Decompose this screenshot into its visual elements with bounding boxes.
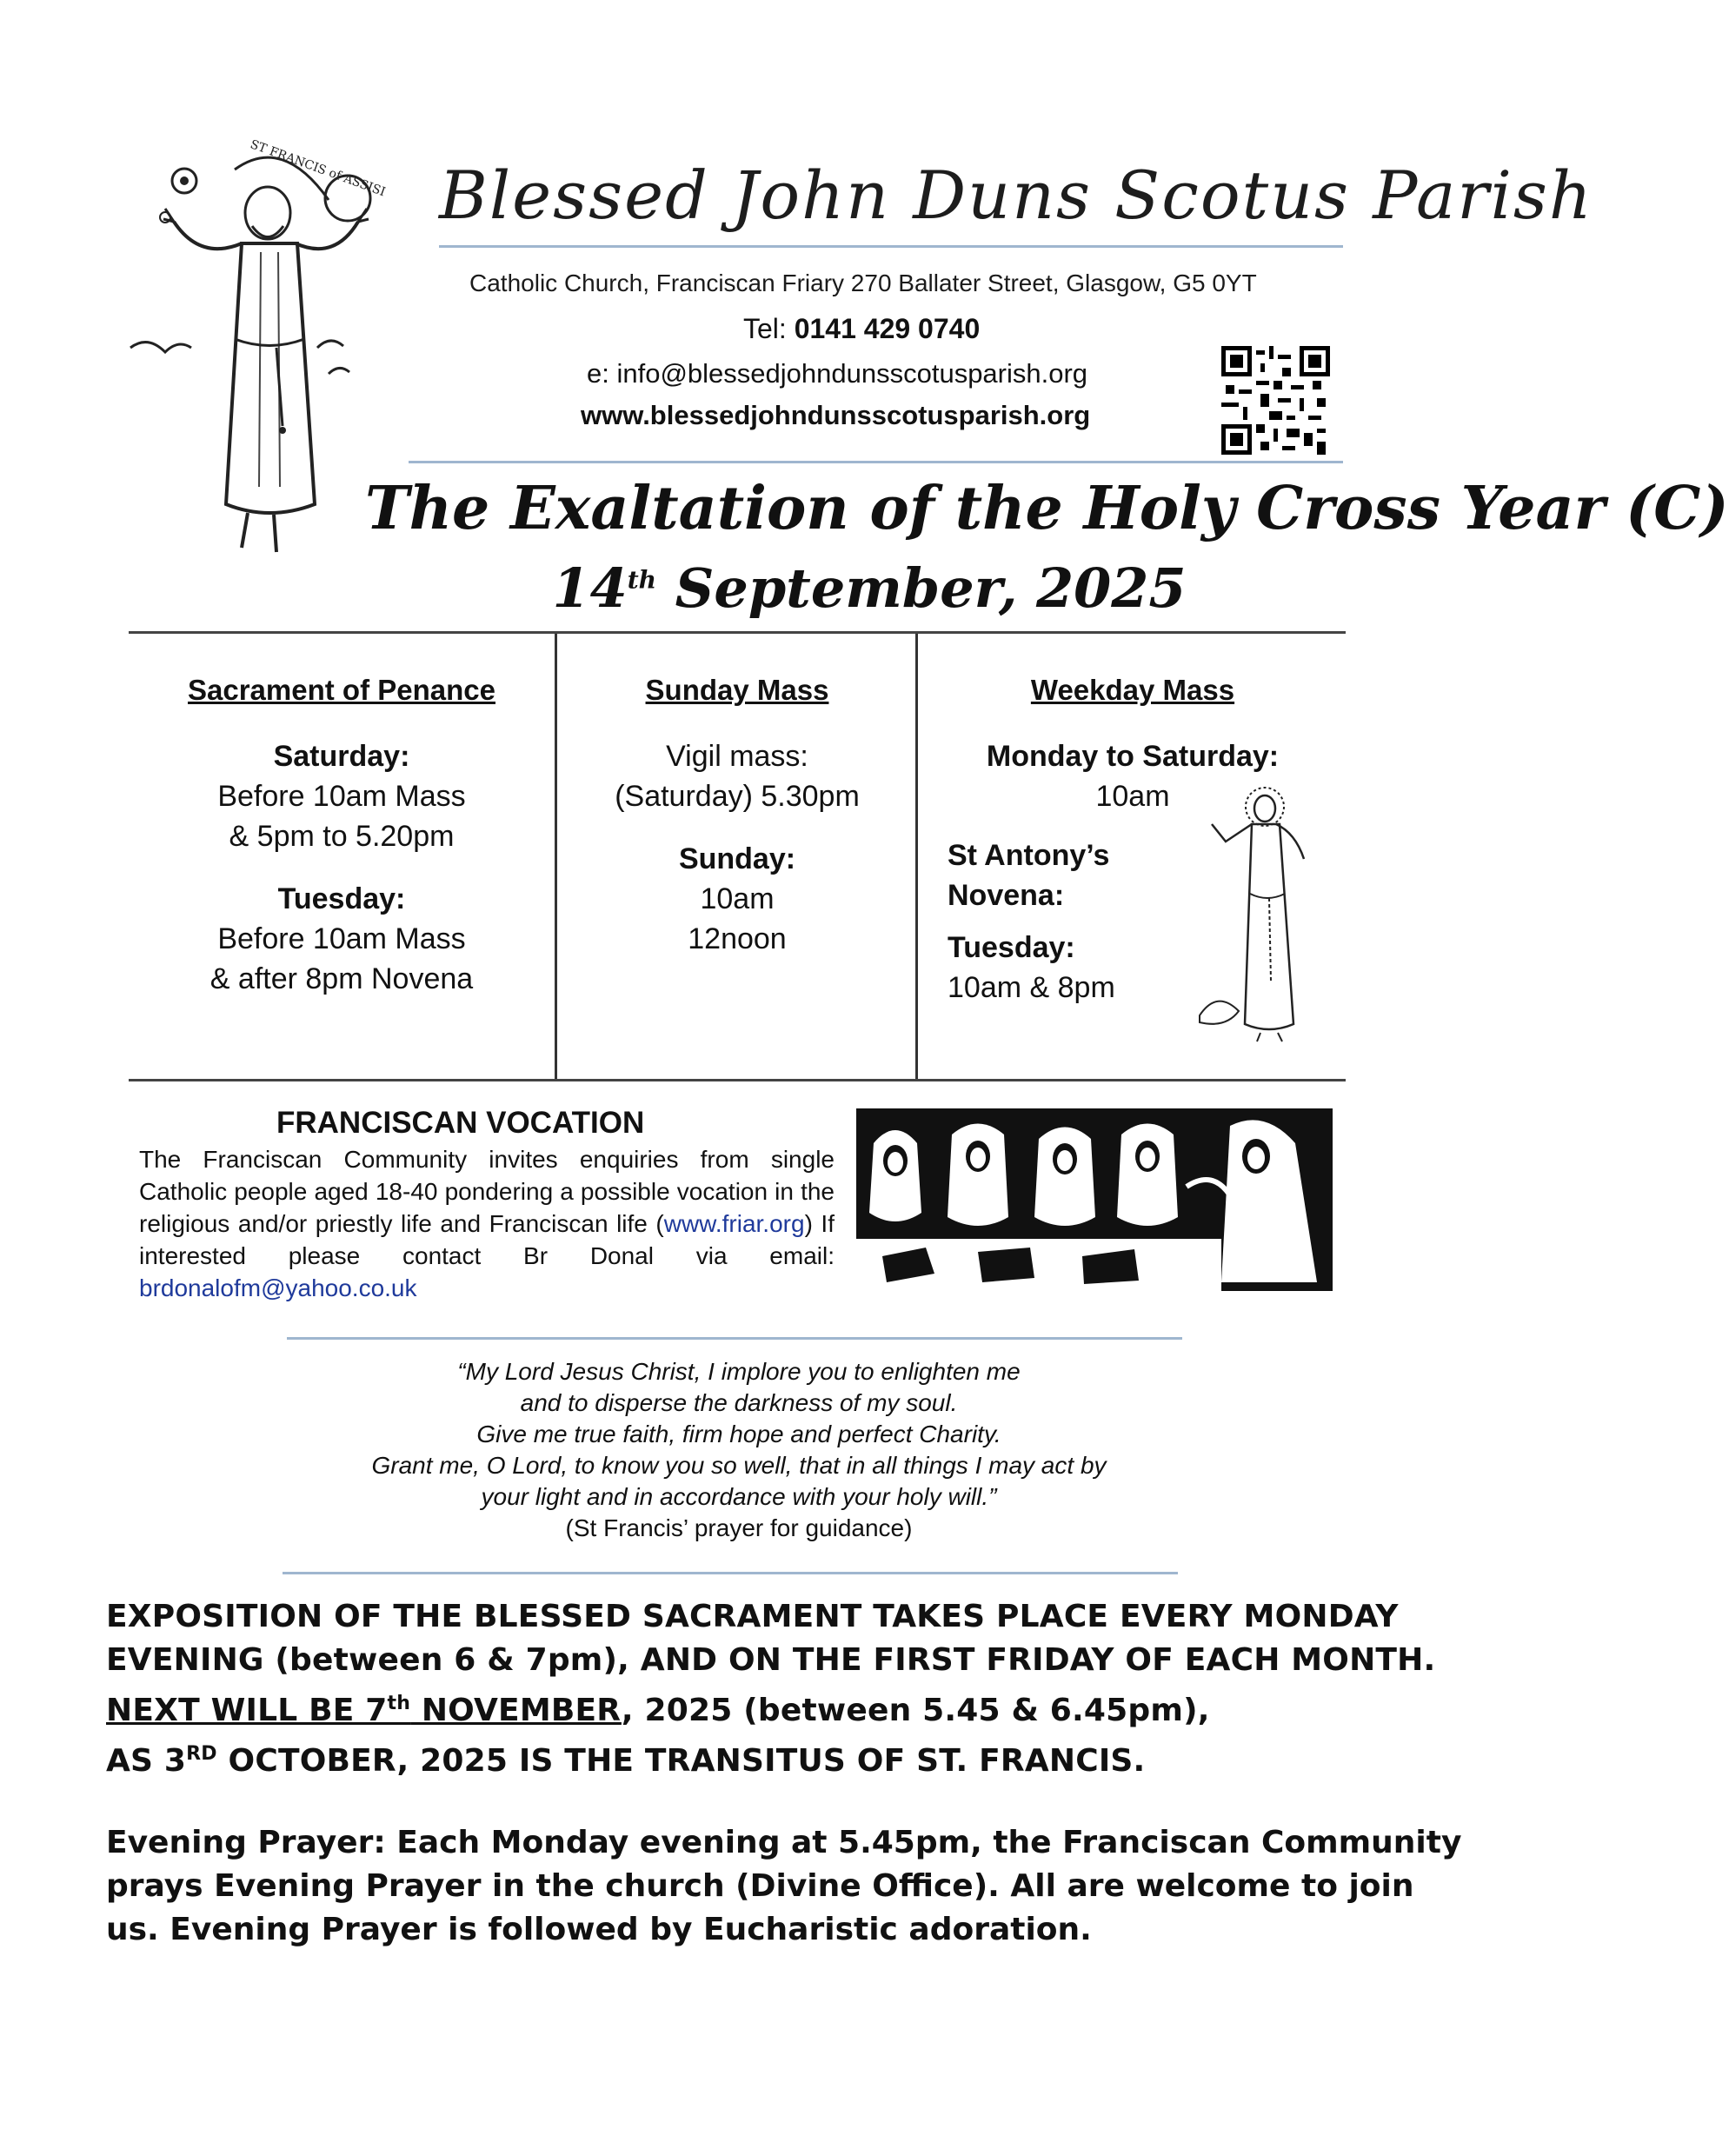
penance-day2-line2: & after 8pm Novena: [209, 962, 474, 995]
prayer-line: your light and in accordance with your holy will.”: [481, 1483, 997, 1510]
prayer-top-divider: [287, 1337, 1182, 1340]
next-date-sup: th: [387, 1693, 411, 1714]
st-antony-illustration: [1200, 781, 1330, 1041]
vocation-title: FRANCISCAN VOCATION: [276, 1106, 645, 1140]
prayer-line: “My Lord Jesus Christ, I implore you to enlighten me: [457, 1358, 1021, 1385]
st-francis-illustration: [130, 137, 388, 591]
friars-illustration: [856, 1108, 1333, 1291]
column-divider: [915, 634, 918, 1079]
weekday-mass-heading: Weekday Mass: [1030, 674, 1235, 706]
transitus-rest: OCTOBER, 2025 IS THE TRANSITUS OF ST. FRANCIS.: [216, 1743, 1146, 1779]
penance-day1: Saturday:: [273, 740, 410, 773]
feast-day-suffix: th: [627, 565, 657, 595]
prayer-bottom-divider: [283, 1572, 1178, 1574]
friar-website-link[interactable]: www.friar.org: [663, 1210, 805, 1237]
novena-time: 10am & 8pm: [948, 971, 1115, 1004]
parish-name: Blessed John Duns Scotus Parish: [439, 156, 1593, 234]
novena-line1: St Antony’s: [948, 839, 1110, 872]
vocation-email-link[interactable]: brdonalofm@yahoo.co.uk: [139, 1274, 417, 1301]
next-date-rest: , 2025 (between 5.45 & 6.45pm),: [621, 1693, 1210, 1728]
feast-month-year: September, 2025: [675, 556, 1187, 620]
exposition-line: EVENING (between 6 & 7pm), AND ON THE FIRST FRIDAY OF EACH MONTH.: [106, 1642, 1436, 1678]
transitus-a: AS 3: [106, 1743, 187, 1779]
vocation-text-contact: ) If interested please contact Br Donal via email:: [139, 1210, 835, 1269]
prayer-line: Give me true faith, firm hope and perfect Charity.: [476, 1421, 1001, 1447]
weekday-time: 10am: [1095, 780, 1170, 813]
feast-date: [365, 556, 1373, 620]
next-date-b: NOVEMBER: [410, 1693, 622, 1728]
qr-code-icon[interactable]: [1221, 346, 1330, 455]
tel-label: Tel:: [743, 313, 787, 344]
sunday-label: Sunday:: [678, 842, 796, 875]
vigil-label: Vigil mass:: [666, 740, 808, 773]
vigil-time: (Saturday) 5.30pm: [615, 780, 860, 813]
parish-email[interactable]: e: info@blessedjohndunsscotusparish.org: [587, 358, 1088, 389]
mass-schedule-table: [129, 631, 1346, 1081]
prayer-source: (St Francis’ prayer for guidance): [565, 1514, 913, 1541]
penance-day2-line1: Before 10am Mass: [217, 922, 466, 955]
exposition-transitus: [106, 1733, 1462, 1783]
penance-column: [129, 634, 555, 1079]
evening-prayer-notice: Evening Prayer: Each Monday evening at 5.45pm, the Franciscan Community prays Evening Prayer in the church (Divine Office). All are welcome to join us. Evening Prayer is followed by Eucharistic adoration.: [106, 1825, 1462, 1947]
tel-number[interactable]: 0141 429 0740: [794, 313, 981, 344]
column-divider: [555, 634, 557, 1079]
header-divider: [439, 245, 1343, 248]
sunday-mass-column: [559, 634, 915, 1079]
feast-day: 14: [552, 556, 628, 620]
exposition-line: EXPOSITION OF THE BLESSED SACRAMENT TAKES PLACE EVERY MONDAY: [106, 1599, 1399, 1634]
vocation-text: The Franciscan Community invites enquiries from single Catholic people aged 18-40 pondering a possible vocation in the religious and/or priestly life and Franciscan life (: [139, 1146, 835, 1237]
novena-line2: Novena:: [948, 879, 1065, 912]
next-date-a: NEXT WILL BE 7: [106, 1693, 388, 1728]
prayer-line: Grant me, O Lord, to know you so well, that in all things I may act by: [371, 1452, 1107, 1479]
exposition-next: [106, 1682, 1462, 1733]
novena-day: Tuesday:: [948, 931, 1075, 964]
st-francis-prayer: [261, 1356, 1217, 1544]
vocation-body: [139, 1143, 835, 1304]
sunday-time1: 10am: [700, 882, 775, 915]
sunday-time2: 12noon: [688, 922, 787, 955]
parish-address: Catholic Church, Franciscan Friary 270 Ballater Street, Glasgow, G5 0YT: [469, 270, 1257, 296]
weekday-days: Monday to Saturday:: [986, 740, 1280, 773]
feast-title: The Exaltation of the Holy Cross Year (C): [365, 474, 1729, 543]
sunday-mass-heading: Sunday Mass: [645, 674, 829, 706]
parish-telephone: [743, 313, 980, 345]
parish-website[interactable]: www.blessedjohndunsscotusparish.org: [581, 400, 1091, 430]
svg-text:ST FRANCIS of ASSISI: ST FRANCIS of ASSISI: [248, 137, 388, 200]
prayer-line: and to disperse the darkness of my soul.: [520, 1389, 958, 1416]
penance-day1-line2: & 5pm to 5.20pm: [229, 820, 455, 853]
exposition-notice: [106, 1595, 1462, 1783]
header-bottom-divider: [409, 461, 1343, 463]
penance-heading: Sacrament of Penance: [188, 674, 495, 706]
transitus-sup: RD: [186, 1743, 217, 1765]
penance-day2: Tuesday:: [277, 882, 406, 915]
penance-day1-line1: Before 10am Mass: [217, 780, 466, 813]
